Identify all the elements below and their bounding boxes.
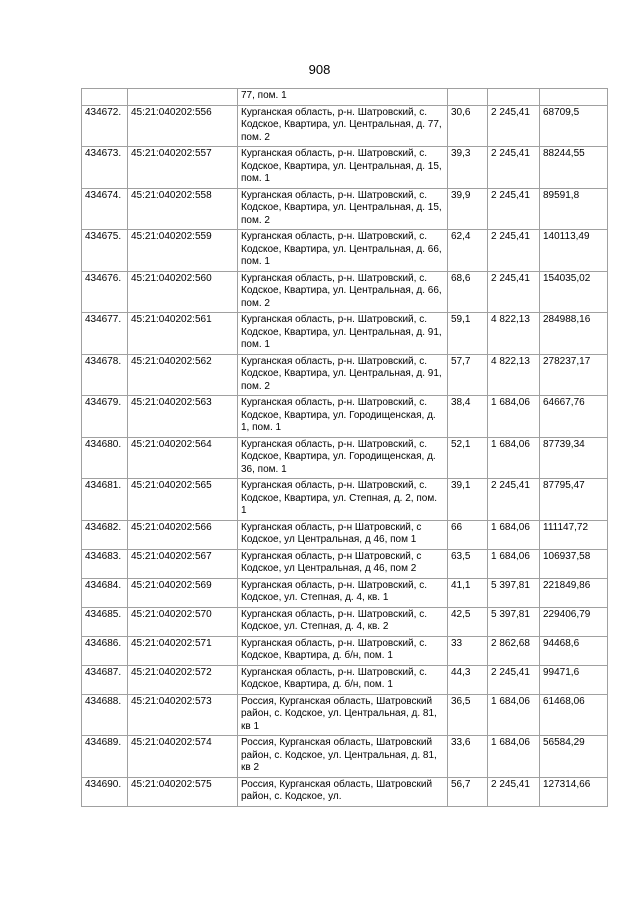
rate-cell: 5 397,81 [488,578,540,607]
cadastral-value: 140113,49 [540,230,608,272]
cadastral-number: 45:21:040202:574 [128,736,238,778]
area-cell: 36,5 [448,694,488,736]
area-cell: 63,5 [448,549,488,578]
area-cell: 41,1 [448,578,488,607]
cadastral-number: 45:21:040202:573 [128,694,238,736]
cadastral-value: 89591,8 [540,188,608,230]
area-cell: 68,6 [448,271,488,313]
table-row [82,89,608,106]
cadastral-number: 45:21:040202:558 [128,188,238,230]
table-row [82,736,608,778]
row-number: 434677. [82,313,128,355]
address-cell: Курганская область, р-н Шатровский, с Кодское, ул Центральная, д 46, пом 2 [238,549,448,578]
cadastral-value: 221849,86 [540,578,608,607]
row-number: 434683. [82,549,128,578]
cadastral-value: 154035,02 [540,271,608,313]
cadastral-value: 284988,16 [540,313,608,355]
cadastral-number: 45:21:040202:559 [128,230,238,272]
cadastral-number: 45:21:040202:564 [128,437,238,479]
area-cell: 39,9 [448,188,488,230]
rate-cell: 2 245,41 [488,271,540,313]
area-cell [448,89,488,106]
rate-cell: 1 684,06 [488,694,540,736]
table-row [82,479,608,521]
table-row [82,230,608,272]
table-row [82,396,608,438]
cadastral-number: 45:21:040202:566 [128,520,238,549]
cadastral-value: 106937,58 [540,549,608,578]
rate-cell [488,89,540,106]
address-cell: Россия, Курганская область, Шатровский район, с. Кодское, ул. [238,777,448,806]
address-cell: Курганская область, р-н. Шатровский, с. Кодское, Квартира, д. б/н, пом. 1 [238,636,448,665]
table-row [82,694,608,736]
area-cell: 42,5 [448,607,488,636]
rate-cell: 2 245,41 [488,665,540,694]
cadastral-value: 87795,47 [540,479,608,521]
rate-cell: 2 245,41 [488,147,540,189]
rate-cell: 4 822,13 [488,354,540,396]
row-number: 434682. [82,520,128,549]
cadastral-table [81,88,608,807]
address-cell: 77, пом. 1 [238,89,448,106]
table-row [82,147,608,189]
cadastral-number: 45:21:040202:557 [128,147,238,189]
address-cell: Россия, Курганская область, Шатровский район, с. Кодское, ул. Центральная, д. 81, кв 2 [238,736,448,778]
address-cell: Курганская область, р-н. Шатровский, с. Кодское, Квартира, д. б/н, пом. 1 [238,665,448,694]
table-row [82,105,608,147]
row-number: 434684. [82,578,128,607]
area-cell: 30,6 [448,105,488,147]
cadastral-value: 64667,76 [540,396,608,438]
cadastral-number: 45:21:040202:572 [128,665,238,694]
address-cell: Курганская область, р-н. Шатровский, с. Кодское, Квартира, ул. Центральная, д. 91, пом. 1 [238,313,448,355]
cadastral-value: 229406,79 [540,607,608,636]
cadastral-number: 45:21:040202:556 [128,105,238,147]
cadastral-number: 45:21:040202:567 [128,549,238,578]
cadastral-value: 88244,55 [540,147,608,189]
cadastral-number [128,89,238,106]
cadastral-number: 45:21:040202:571 [128,636,238,665]
row-number: 434675. [82,230,128,272]
rate-cell: 1 684,06 [488,520,540,549]
cadastral-number: 45:21:040202:575 [128,777,238,806]
row-number: 434674. [82,188,128,230]
cadastral-number: 45:21:040202:562 [128,354,238,396]
rate-cell: 2 862,68 [488,636,540,665]
rate-cell: 2 245,41 [488,479,540,521]
rate-cell: 1 684,06 [488,736,540,778]
rate-cell: 2 245,41 [488,105,540,147]
table-row [82,777,608,806]
row-number: 434689. [82,736,128,778]
cadastral-number: 45:21:040202:570 [128,607,238,636]
table-row [82,354,608,396]
rate-cell: 4 822,13 [488,313,540,355]
address-cell: Курганская область, р-н. Шатровский, с. Кодское, Квартира, ул. Центральная, д. 77, пом. 2 [238,105,448,147]
area-cell: 38,4 [448,396,488,438]
rate-cell: 2 245,41 [488,188,540,230]
table-row [82,520,608,549]
area-cell: 39,1 [448,479,488,521]
row-number: 434687. [82,665,128,694]
cadastral-value: 278237,17 [540,354,608,396]
cadastral-number: 45:21:040202:560 [128,271,238,313]
table-row [82,188,608,230]
area-cell: 66 [448,520,488,549]
rate-cell: 1 684,06 [488,396,540,438]
row-number [82,89,128,106]
address-cell: Курганская область, р-н. Шатровский, с. Кодское, ул. Степная, д. 4, кв. 2 [238,607,448,636]
cadastral-value: 68709,5 [540,105,608,147]
row-number: 434686. [82,636,128,665]
area-cell: 33 [448,636,488,665]
cadastral-value: 61468,06 [540,694,608,736]
cadastral-value: 99471,6 [540,665,608,694]
address-cell: Курганская область, р-н. Шатровский, с. Кодское, Квартира, ул. Центральная, д. 15, пом. 2 [238,188,448,230]
cadastral-number: 45:21:040202:565 [128,479,238,521]
row-number: 434673. [82,147,128,189]
area-cell: 57,7 [448,354,488,396]
address-cell: Курганская область, р-н. Шатровский, с. Кодское, Квартира, ул. Центральная, д. 66, пом. 1 [238,230,448,272]
area-cell: 62,4 [448,230,488,272]
row-number: 434685. [82,607,128,636]
area-cell: 56,7 [448,777,488,806]
rate-cell: 1 684,06 [488,549,540,578]
address-cell: Курганская область, р-н. Шатровский, с. Кодское, Квартира, ул. Городищенская, д. 1, пом. 1 [238,396,448,438]
table-row [82,578,608,607]
address-cell: Курганская область, р-н. Шатровский, с. Кодское, Квартира, ул. Степная, д. 2, пом. 1 [238,479,448,521]
address-cell: Курганская область, р-н. Шатровский, с. Кодское, Квартира, ул. Центральная, д. 66, пом. 2 [238,271,448,313]
table-row [82,549,608,578]
cadastral-value: 127314,66 [540,777,608,806]
table-row [82,271,608,313]
area-cell: 52,1 [448,437,488,479]
address-cell: Курганская область, р-н Шатровский, с Кодское, ул Центральная, д 46, пом 1 [238,520,448,549]
cadastral-value: 56584,29 [540,736,608,778]
address-cell: Курганская область, р-н. Шатровский, с. Кодское, Квартира, ул. Городищенская, д. 36, пом. 1 [238,437,448,479]
area-cell: 59,1 [448,313,488,355]
table-row [82,437,608,479]
table-row [82,636,608,665]
table-row [82,665,608,694]
rate-cell: 2 245,41 [488,777,540,806]
rate-cell: 5 397,81 [488,607,540,636]
rate-cell: 1 684,06 [488,437,540,479]
cadastral-number: 45:21:040202:569 [128,578,238,607]
cadastral-number: 45:21:040202:561 [128,313,238,355]
cadastral-value: 94468,6 [540,636,608,665]
row-number: 434679. [82,396,128,438]
area-cell: 44,3 [448,665,488,694]
cadastral-number: 45:21:040202:563 [128,396,238,438]
row-number: 434678. [82,354,128,396]
row-number: 434672. [82,105,128,147]
address-cell: Курганская область, р-н. Шатровский, с. Кодское, Квартира, ул. Центральная, д. 15, пом. 1 [238,147,448,189]
address-cell: Курганская область, р-н. Шатровский, с. Кодское, ул. Степная, д. 4, кв. 1 [238,578,448,607]
address-cell: Россия, Курганская область, Шатровский район, с. Кодское, ул. Центральная, д. 81, кв 1 [238,694,448,736]
area-cell: 39,3 [448,147,488,189]
address-cell: Курганская область, р-н. Шатровский, с. Кодское, Квартира, ул. Центральная, д. 91, пом. 2 [238,354,448,396]
table-row [82,607,608,636]
row-number: 434690. [82,777,128,806]
row-number: 434688. [82,694,128,736]
area-cell: 33,6 [448,736,488,778]
cadastral-value: 111147,72 [540,520,608,549]
row-number: 434681. [82,479,128,521]
row-number: 434676. [82,271,128,313]
rate-cell: 2 245,41 [488,230,540,272]
page-number: 908 [308,62,331,77]
row-number: 434680. [82,437,128,479]
cadastral-value [540,89,608,106]
table-row [82,313,608,355]
cadastral-value: 87739,34 [540,437,608,479]
